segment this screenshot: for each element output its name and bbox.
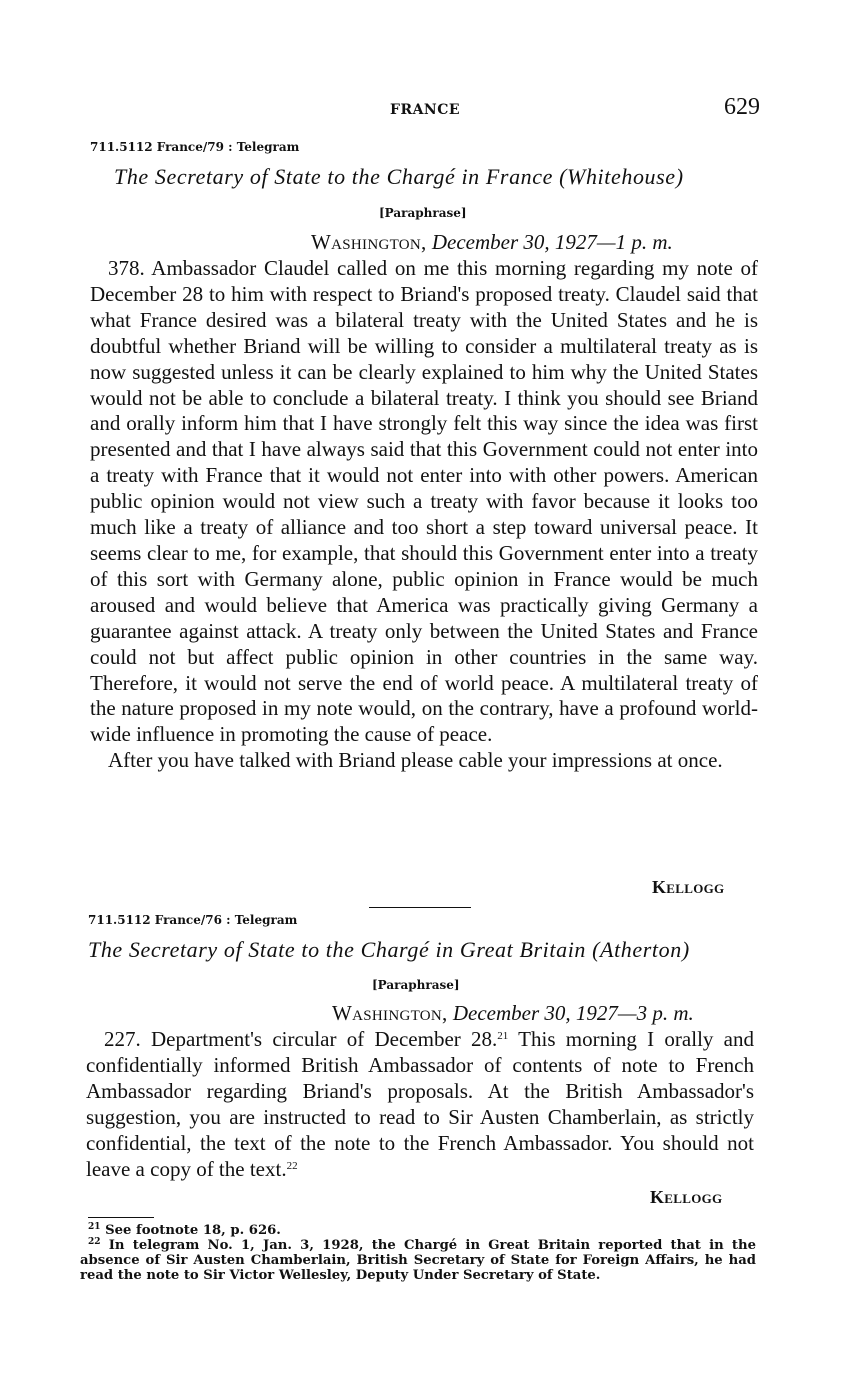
doc1-heading-prefix: The Secretary of State to the Chargé in France (	[114, 164, 568, 189]
doc1-dateline-place: Washington,	[311, 230, 427, 254]
doc2-heading-prefix: The Secretary of State to the Chargé in Great Britain (	[88, 937, 601, 962]
doc1-file-ref: 711.5112 France/79 : Telegram	[90, 140, 300, 154]
section-divider	[369, 907, 471, 908]
footnote-22-text: In telegram No. 1, Jan. 3, 1928, the Chargé in Great Britain reported that in the absence of Sir Austen Chamberlain, British Secretary of State for Foreign Affairs, he had read the note to Sir Victor Wellesley, Deputy Under Secretary of State.	[80, 1238, 756, 1283]
doc1-dateline-date: December 30, 1927—1 p. m.	[431, 230, 673, 254]
doc2-paragraph-1-part-b: This morning I orally and confidentially informed British Ambassador of contents of note to French Ambassador regarding Briand's proposals. At the British Ambassador's suggestion, you are instructed to read to Sir Austen Chamberlain, as strictly confidential, the text of the note to the French Ambassador. You should not leave a copy of the text.	[86, 1027, 755, 1181]
doc1-paraphrase: [Paraphrase]	[379, 206, 467, 220]
doc2-paragraph-1-part-a: 227. Department's circular of December 28.	[104, 1027, 498, 1051]
footnote-22-mark: 22	[88, 1237, 101, 1247]
doc1-heading	[114, 164, 684, 190]
doc1-heading-name: Whitehouse	[567, 164, 676, 189]
footnote-21-mark: 21	[88, 1222, 101, 1232]
doc1-paragraph-1: 378. Ambassador Claudel called on me this morning regarding my note of December 28 to him with respect to Briand's proposed treaty. Claudel said that what France desired was a bilateral treaty with the United States and he is doubtful whether Briand will be willing to consider a multilateral treaty as is now suggested unless it can be clearly explained to him why the United States would not be able to conclude a bilateral treaty. I think you should see Briand and orally inform him that I have strongly felt this way since the idea was first presented and that I have always said that this Government could not enter into a treaty with France that it would not enter into with other powers. American public opinion would not view such a treaty with favor because it looks too much like a treaty of alliance and too short a step toward universal peace. It seems clear to me, for example, that should this Government enter into a treaty of this sort with Germany alone, public opinion in France would be much aroused and would believe that America was practically giving Germany a guarantee against attack. A treaty only between the United States and France could not but affect public opinion in other countries in the same way. Therefore, it would not serve the end of world peace. A multilateral treaty of the nature proposed in my note would, on the contrary, have a profound world-wide influence in promoting the cause of peace.	[90, 256, 758, 747]
doc2-paraphrase: [Paraphrase]	[372, 978, 460, 992]
doc1-body	[90, 256, 758, 774]
footnote-21	[80, 1223, 756, 1238]
footnote-ref-22: 22	[286, 1159, 298, 1172]
doc2-dateline-place: Washington,	[332, 1001, 448, 1025]
doc2-paragraph-1	[86, 1027, 754, 1182]
doc2-signature: Kellogg	[650, 1187, 723, 1207]
running-head	[0, 92, 861, 122]
doc2-file-ref: 711.5112 France/76 : Telegram	[88, 913, 298, 927]
doc2-dateline-date: December 30, 1927—3 p. m.	[452, 1001, 694, 1025]
footnote-rule	[88, 1217, 154, 1218]
page-number: 629	[724, 94, 760, 120]
doc2-dateline	[332, 1001, 694, 1026]
doc1-paragraph-2: After you have talked with Briand please cable your impressions at once.	[108, 748, 723, 773]
doc1-heading-suffix: )	[675, 164, 684, 189]
footnote-21-text: See footnote 18, p. 626.	[100, 1223, 281, 1238]
doc2-heading-suffix: )	[681, 937, 690, 962]
doc2-heading	[88, 937, 690, 963]
footnote-22	[80, 1238, 756, 1283]
running-head-title: FRANCE	[390, 102, 461, 118]
footnotes	[80, 1223, 756, 1283]
footnote-ref-21: 21	[497, 1030, 509, 1042]
doc1-signature: Kellogg	[652, 877, 725, 897]
doc2-heading-name: Atherton	[600, 937, 682, 962]
doc2-body	[86, 1027, 754, 1182]
doc1-dateline	[311, 230, 673, 255]
